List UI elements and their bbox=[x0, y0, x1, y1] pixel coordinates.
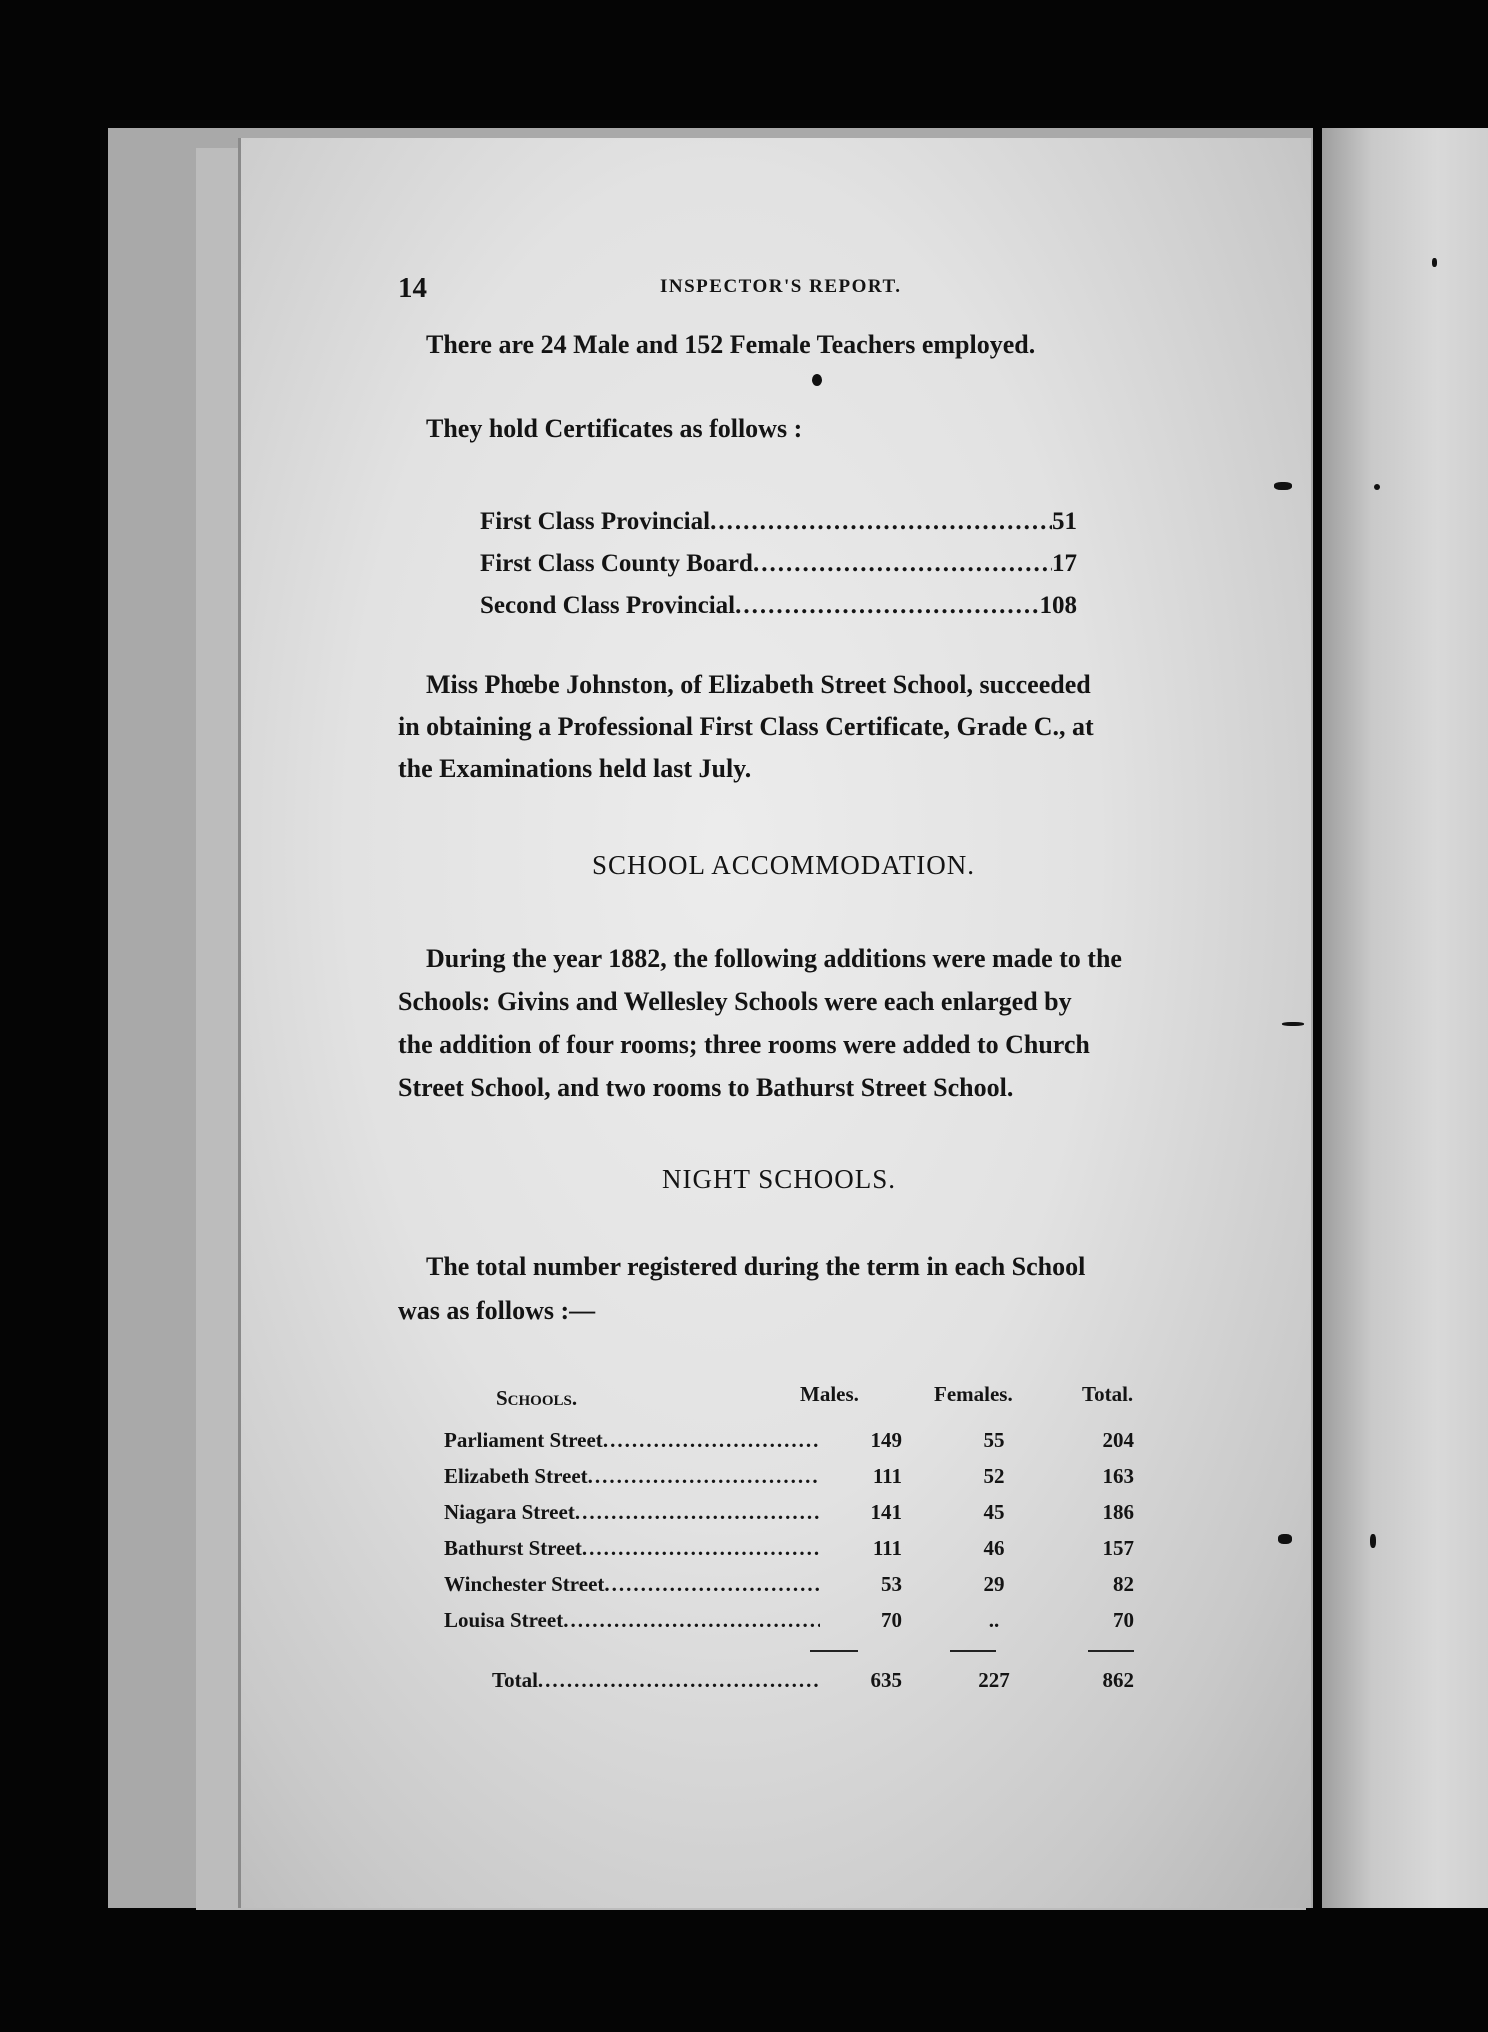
certificate-label: Second Class Provincial bbox=[480, 592, 736, 619]
males-cell: 141 bbox=[870, 1500, 902, 1524]
school-name: Bathurst Street bbox=[444, 1536, 582, 1560]
leader-dots bbox=[538, 1668, 820, 1693]
certificate-label: First Class Provincial bbox=[480, 508, 711, 535]
column-header-males: Males. bbox=[800, 1382, 859, 1406]
table-row bbox=[444, 1608, 1144, 1640]
certificate-value: 108 bbox=[1039, 592, 1077, 619]
females-cell: 55 bbox=[983, 1428, 1005, 1452]
leader-dots bbox=[604, 1572, 820, 1597]
certificate-row bbox=[480, 550, 1077, 578]
certificate-value: 51 bbox=[1052, 508, 1077, 535]
females-cell: 46 bbox=[983, 1536, 1005, 1560]
certificate-row bbox=[480, 592, 1077, 620]
running-head: INSPECTOR'S REPORT. bbox=[660, 276, 902, 297]
males-cell: 111 bbox=[872, 1536, 902, 1560]
column-header-schools: Schools. bbox=[496, 1386, 578, 1410]
accommodation-line: Schools: Givins and Wellesley Schools were each enlarged by bbox=[398, 987, 1072, 1016]
males-total-cell: 635 bbox=[870, 1668, 902, 1692]
table-row bbox=[444, 1572, 1144, 1604]
night-intro-line: The total number registered during the term in each School bbox=[426, 1252, 1086, 1281]
johnston-line: in obtaining a Professional First Class Certificate, Grade C., at bbox=[398, 712, 1094, 741]
scanned-page bbox=[238, 138, 1311, 1908]
accommodation-line: the addition of four rooms; three rooms were added to Church bbox=[398, 1030, 1090, 1059]
table-row bbox=[444, 1428, 1144, 1460]
school-name: Elizabeth Street bbox=[444, 1464, 588, 1488]
females-cell: 52 bbox=[983, 1464, 1005, 1488]
certificate-value: 17 bbox=[1052, 550, 1077, 577]
total-cell: 70 bbox=[1113, 1608, 1134, 1632]
accommodation-line: During the year 1882, the following additions were made to the bbox=[426, 944, 1122, 973]
teachers-line: There are 24 Male and 152 Female Teachers employed. bbox=[426, 330, 1036, 359]
sum-rule-females bbox=[950, 1650, 996, 1652]
school-name: Parliament Street bbox=[444, 1428, 603, 1452]
certificates-intro: They hold Certificates as follows : bbox=[426, 414, 803, 443]
facing-page-edge bbox=[1322, 128, 1488, 1908]
accommodation-line: Street School, and two rooms to Bathurst Street School. bbox=[398, 1073, 1014, 1102]
total-cell: 186 bbox=[1102, 1500, 1134, 1524]
johnston-line: the Examinations held last July. bbox=[398, 754, 752, 783]
sum-rule-males bbox=[810, 1650, 858, 1652]
column-header-total: Total. bbox=[1082, 1382, 1134, 1406]
column-header-females: Females. bbox=[934, 1382, 1013, 1406]
total-cell: 163 bbox=[1102, 1464, 1134, 1488]
certificate-row bbox=[480, 508, 1077, 536]
total-cell: 82 bbox=[1113, 1572, 1134, 1596]
certificate-label: First Class County Board bbox=[480, 550, 753, 577]
leader-dots bbox=[753, 550, 1052, 578]
table-row bbox=[444, 1464, 1144, 1496]
ink-speck bbox=[812, 374, 822, 386]
total-cell: 157 bbox=[1102, 1536, 1134, 1560]
school-name: Niagara Street bbox=[444, 1500, 575, 1524]
males-cell: 111 bbox=[872, 1464, 902, 1488]
johnston-line: Miss Phœbe Johnston, of Elizabeth Street School, succeeded bbox=[426, 670, 1091, 699]
males-cell: 70 bbox=[881, 1608, 902, 1632]
females-total-cell: 227 bbox=[978, 1668, 1010, 1692]
night-schools-heading: NIGHT SCHOOLS. bbox=[662, 1164, 897, 1194]
table-row bbox=[444, 1536, 1144, 1568]
table-row bbox=[444, 1500, 1144, 1532]
school-name: Louisa Street bbox=[444, 1608, 564, 1632]
leader-dots bbox=[582, 1536, 820, 1561]
ink-speck bbox=[1370, 1534, 1376, 1548]
leader-dots bbox=[710, 508, 1052, 536]
ink-speck bbox=[1278, 1534, 1292, 1544]
accommodation-heading: SCHOOL ACCOMMODATION. bbox=[592, 850, 976, 880]
females-cell: .. bbox=[988, 1608, 1000, 1632]
leader-dots bbox=[575, 1500, 820, 1525]
ink-speck bbox=[1274, 482, 1292, 490]
females-cell: 45 bbox=[983, 1500, 1005, 1524]
males-cell: 149 bbox=[870, 1428, 902, 1452]
leader-dots bbox=[603, 1428, 820, 1453]
totals-label: Total bbox=[492, 1668, 538, 1692]
females-cell: 29 bbox=[983, 1572, 1005, 1596]
sum-rule-total bbox=[1088, 1650, 1134, 1652]
ink-speck bbox=[1282, 1022, 1304, 1026]
totals-row bbox=[444, 1668, 1144, 1700]
ink-speck bbox=[1432, 258, 1437, 267]
school-name: Winchester Street bbox=[444, 1572, 605, 1596]
leader-dots bbox=[735, 592, 1039, 620]
total-cell: 204 bbox=[1102, 1428, 1134, 1452]
males-cell: 53 bbox=[881, 1572, 902, 1596]
grand-total-cell: 862 bbox=[1102, 1668, 1134, 1692]
ink-speck bbox=[1374, 484, 1380, 490]
leader-dots bbox=[563, 1608, 820, 1633]
leader-dots bbox=[588, 1464, 820, 1489]
night-intro-line: was as follows :— bbox=[398, 1296, 596, 1325]
page-number: 14 bbox=[398, 272, 427, 304]
